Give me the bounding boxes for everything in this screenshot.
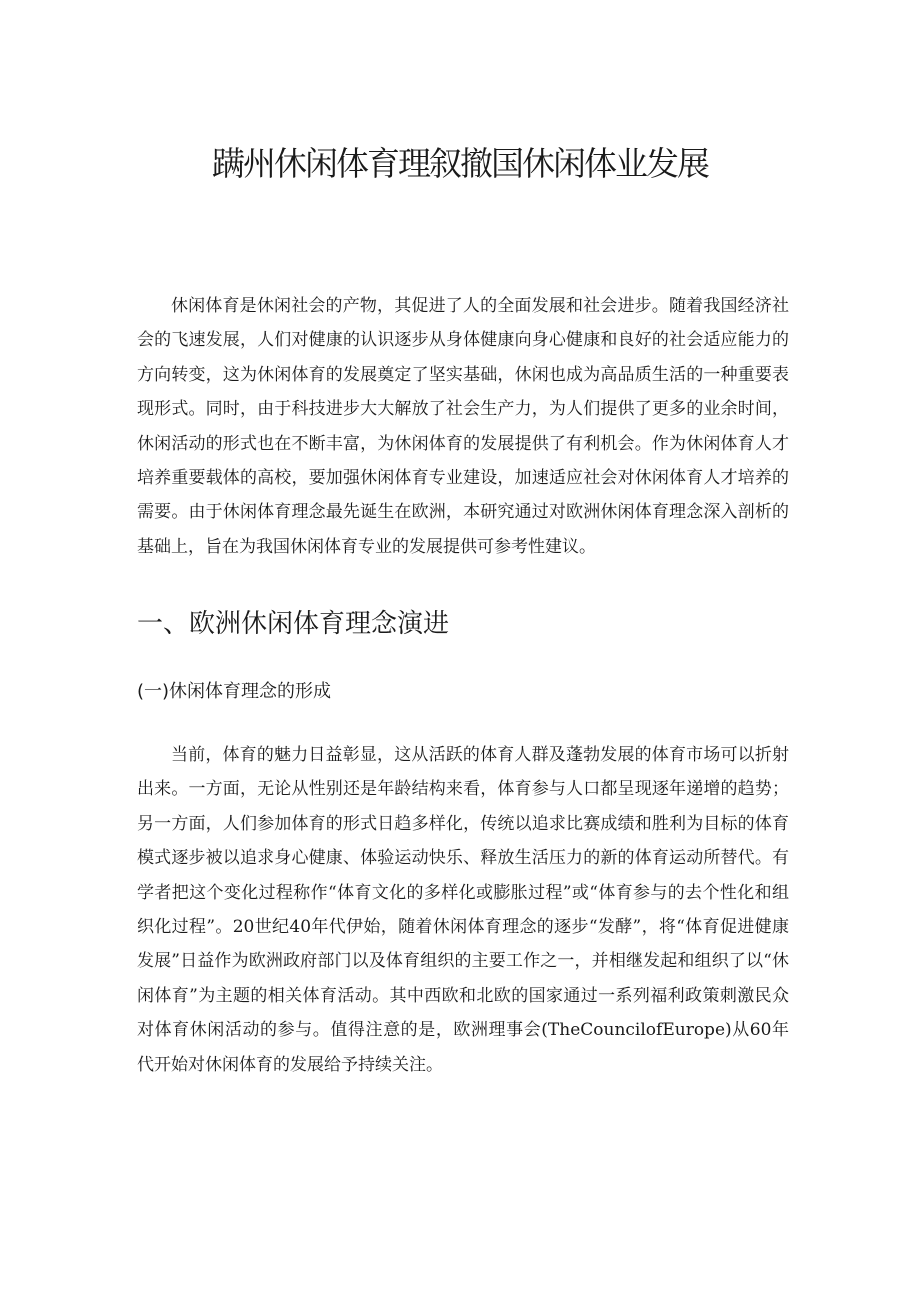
intro-paragraph: 休闲体育是休闲社会的产物，其促进了人的全面发展和社会进步。随着我国经济社会的飞速发展，人们对健康的认识逐步从身体健康向身心健康和良好的社会适应能力的方向转变，这为休闲体育的发展奠定了坚实基础，休闲也成为高品质生活的一种重要表现形式。同时，由于科技进步大大解放了社会生产力，为人们提供了更多的业余时间，休闲活动的形式也在不断丰富，为休闲体育的发展提供了有利机会。作为休闲体育人才培养重要载体的高校，要加强休闲体育专业建设，加速适应社会对休闲体育人才培养的需要。由于休闲体育理念最先诞生在欧洲，本研究通过对欧洲休闲体育理念深入剖析的基础上，旨在为我国休闲体育专业的发展提供可参考性建议。 bbox=[137, 296, 789, 557]
subsection-heading: (一)休闲体育理念的形成 bbox=[137, 681, 332, 702]
body-paragraph: 当前，体育的魅力日益彰显，这从活跃的体育人群及蓬勃发展的体育市场可以折射出来。一方面，无论从性别还是年龄结构来看，体育参与人口都呈现逐年递增的趋势；另一方面，人们参加体育的形式日趋多样化，传统以追求比赛成绩和胜利为目标的体育模式逐步被以追求身心健康、体验运动快乐、释放生活压力的新的体育运动所替代。有学者把这个变化过程称作“体育文化的多样化或膨胀过程”或“体育参与的去个性化和组织化过程”。20世纪40年代伊始，随着休闲体育理念的逐步“发酵”，将“体育促进健康发展”日益作为欧洲政府部门以及体育组织的主要工作之一，并相继发起和组织了以“休闲体育”为主题的相关体育活动。其中西欧和北欧的国家通过一系列福利政策刺激民众对体育休闲活动的参与。值得注意的是，欧洲理事会(TheCouncilofEurope)从60年代开始对休闲体育的发展给予持续关注。 bbox=[137, 745, 789, 1075]
section-heading: 一、欧洲休闲体育理念演进 bbox=[137, 609, 450, 639]
document-title: 蹒州休闲体育理叙撤国休闲体业发展 bbox=[212, 144, 708, 183]
